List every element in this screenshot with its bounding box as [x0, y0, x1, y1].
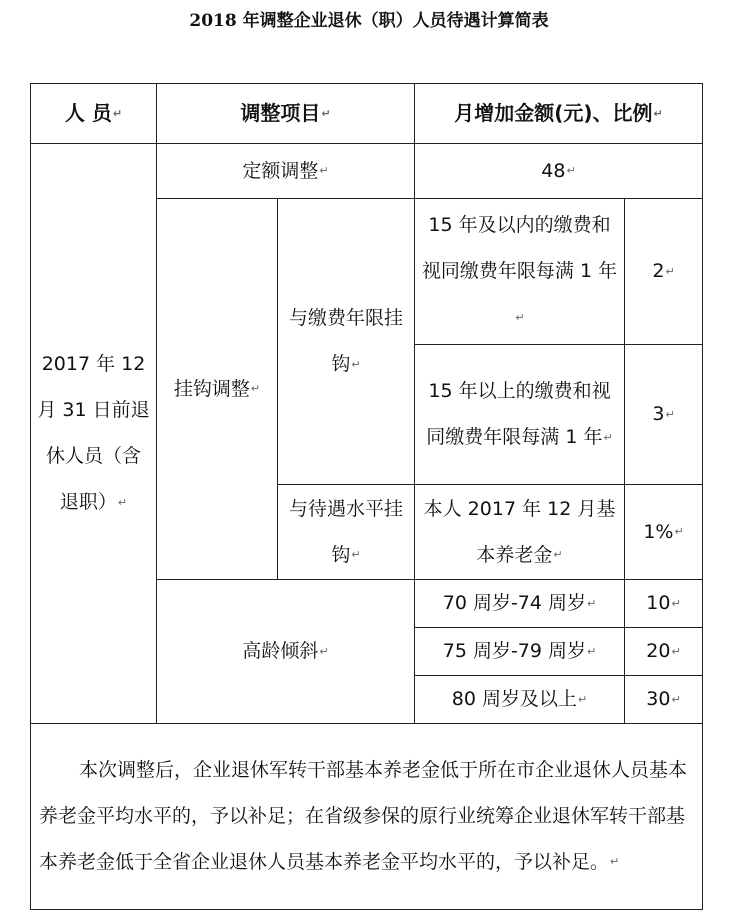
benefit-table [30, 83, 703, 910]
elderly-label: 高龄倾斜↵ [157, 580, 415, 724]
years-row-value: 3↵ [625, 345, 703, 485]
header-item: 调整项目↵ [157, 84, 415, 144]
elderly-value: 30↵ [625, 676, 703, 724]
elderly-value: 20↵ [625, 628, 703, 676]
years-row-desc: 15 年及以内的缴费和视同缴费年限每满 1 年↵ [415, 199, 625, 345]
elderly-age: 80 周岁及以上↵ [415, 676, 625, 724]
linked-adjust-label: 挂钩调整↵ [157, 199, 278, 580]
note-paragraph: 本次调整后，企业退休军转干部基本养老金低于所在市企业退休人员基本养老金平均水平的，予以补足；在省级参保的原行业统筹企业退休军转干部基本养老金低于全省企业退休人员基本养老金平均水平的，予以补足。↵ [31, 723, 703, 909]
level-linked-value: 1%↵ [625, 485, 703, 580]
header-amount: 月增加金额(元)、比例↵ [415, 84, 703, 144]
header-personnel: 人 员↵ [31, 84, 157, 144]
fixed-adjust-value: 48↵ [415, 144, 703, 199]
level-linked-desc: 本人 2017 年 12 月基本养老金↵ [415, 485, 625, 580]
years-linked-label: 与缴费年限挂钩↵ [278, 199, 415, 485]
years-row-value: 2↵ [625, 199, 703, 345]
level-linked-label: 与待遇水平挂钩↵ [278, 485, 415, 580]
years-row-desc: 15 年以上的缴费和视同缴费年限每满 1 年↵ [415, 345, 625, 485]
personnel-group-cell: 2017 年 12 月 31 日前退休人员（含退职）↵ [31, 144, 157, 724]
fixed-adjust-label: 定额调整↵ [157, 144, 415, 199]
elderly-value: 10↵ [625, 580, 703, 628]
elderly-age: 75 周岁-79 周岁↵ [415, 628, 625, 676]
page-title: 2018 年调整企业退休（职）人员待遇计算简表 [189, 11, 549, 31]
elderly-age: 70 周岁-74 周岁↵ [415, 580, 625, 628]
